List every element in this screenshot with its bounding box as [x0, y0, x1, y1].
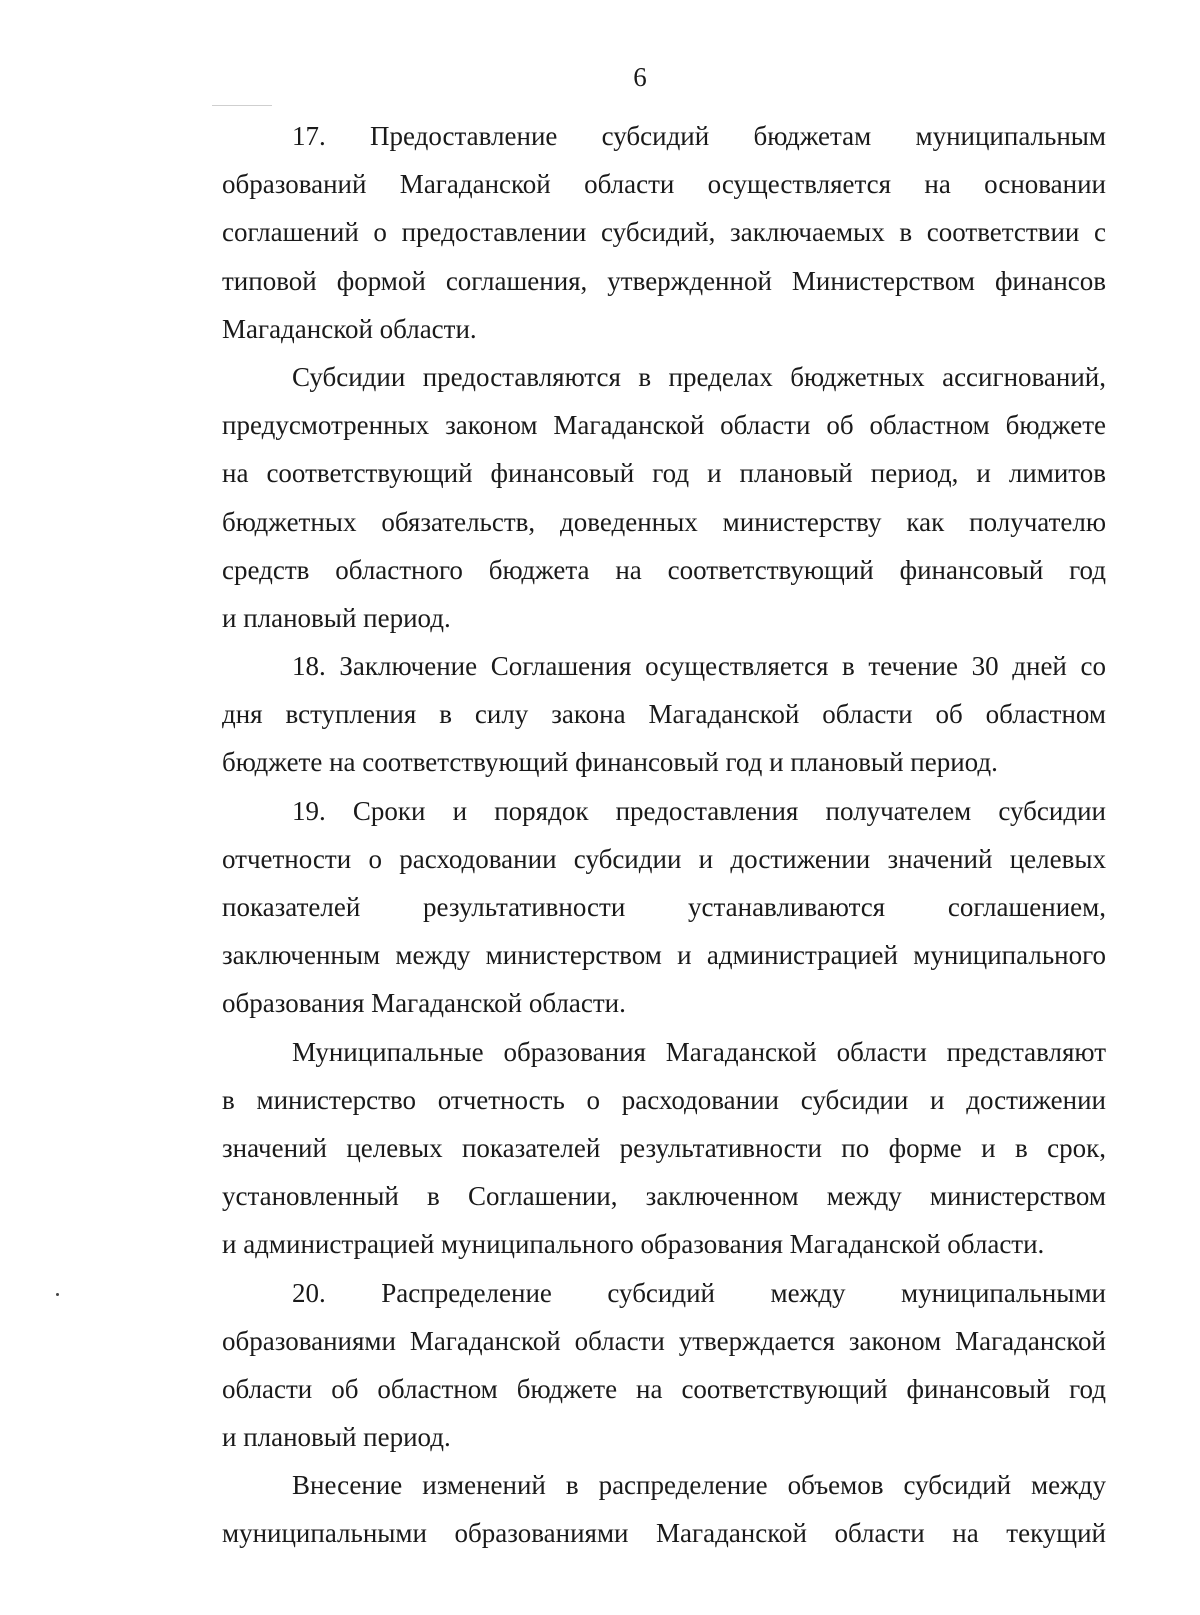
text-line: и плановый период.: [222, 602, 451, 633]
paragraph-19: [222, 787, 1106, 1028]
paragraph-18: [222, 642, 1106, 787]
paragraph-reporting: [222, 1028, 1106, 1269]
text-line: области об областном бюджете на соответствующий финансовый год: [222, 1373, 1106, 1404]
text-line: предусмотренных законом Магаданской области об областном бюджете: [222, 410, 1106, 441]
document-body: [222, 112, 1106, 1558]
paragraph-20: [222, 1269, 1106, 1462]
text-line: значений целевых показателей результативности по форме и в срок,: [222, 1132, 1106, 1163]
text-line: 20. Распределение субсидий между муниципальными: [292, 1277, 1106, 1308]
text-line: установленный в Соглашении, заключенном между министерством: [222, 1181, 1106, 1212]
paragraph-changes: [222, 1461, 1106, 1557]
text-line: образования Магаданской области.: [222, 988, 626, 1019]
text-line: Внесение изменений в распределение объемов субсидий между: [292, 1470, 1106, 1501]
text-line: Магаданской области.: [222, 313, 477, 344]
text-line: бюджете на соответствующий финансовый год и плановый период.: [222, 747, 998, 778]
text-line: в министерство отчетность о расходовании субсидии и достижении: [222, 1084, 1106, 1115]
text-line: дня вступления в силу закона Магаданской области об областном: [222, 699, 1106, 730]
paragraph-subsidies-limits: [222, 353, 1106, 642]
text-line: заключенным между министерством и администрацией муниципального: [222, 940, 1106, 971]
text-line: 17. Предоставление субсидий бюджетам муниципальным: [292, 121, 1106, 151]
scan-artifact-line: [212, 105, 272, 106]
text-line: образований Магаданской области осуществляется на основании: [222, 169, 1106, 200]
text-line: Муниципальные образования Магаданской области представляют: [292, 1036, 1106, 1067]
page-number: 6: [633, 62, 647, 92]
text-line: показателей результативности устанавливаются соглашением,: [222, 892, 1106, 922]
text-line: типовой формой соглашения, утвержденной Министерством финансов: [222, 265, 1106, 296]
text-line: средств областного бюджета на соответствующий финансовый год: [222, 554, 1106, 585]
text-line: соглашений о предоставлении субсидий, заключаемых в соответствии с: [222, 217, 1106, 248]
text-line: отчетности о расходовании субсидии и достижении значений целевых: [222, 843, 1106, 874]
text-line: и администрацией муниципального образования Магаданской области.: [222, 1229, 1045, 1260]
text-line: Субсидии предоставляются в пределах бюджетных ассигнований,: [292, 361, 1106, 392]
text-line: 19. Сроки и порядок предоставления получателем субсидии: [292, 795, 1106, 826]
text-line: и плановый период.: [222, 1422, 451, 1453]
text-line: на соответствующий финансовый год и плановый период, и лимитов: [222, 458, 1106, 489]
text-line: образованиями Магаданской области утверждается законом Магаданской: [222, 1325, 1106, 1356]
paragraph-17: [222, 112, 1106, 353]
text-line: бюджетных обязательств, доведенных министерству как получателю: [222, 506, 1106, 537]
text-line: 18. Заключение Соглашения осуществляется в течение 30 дней со: [292, 651, 1106, 682]
text-line: муниципальными образованиями Магаданской области на текущий: [222, 1518, 1106, 1549]
scan-artifact-dot: [56, 1293, 59, 1296]
